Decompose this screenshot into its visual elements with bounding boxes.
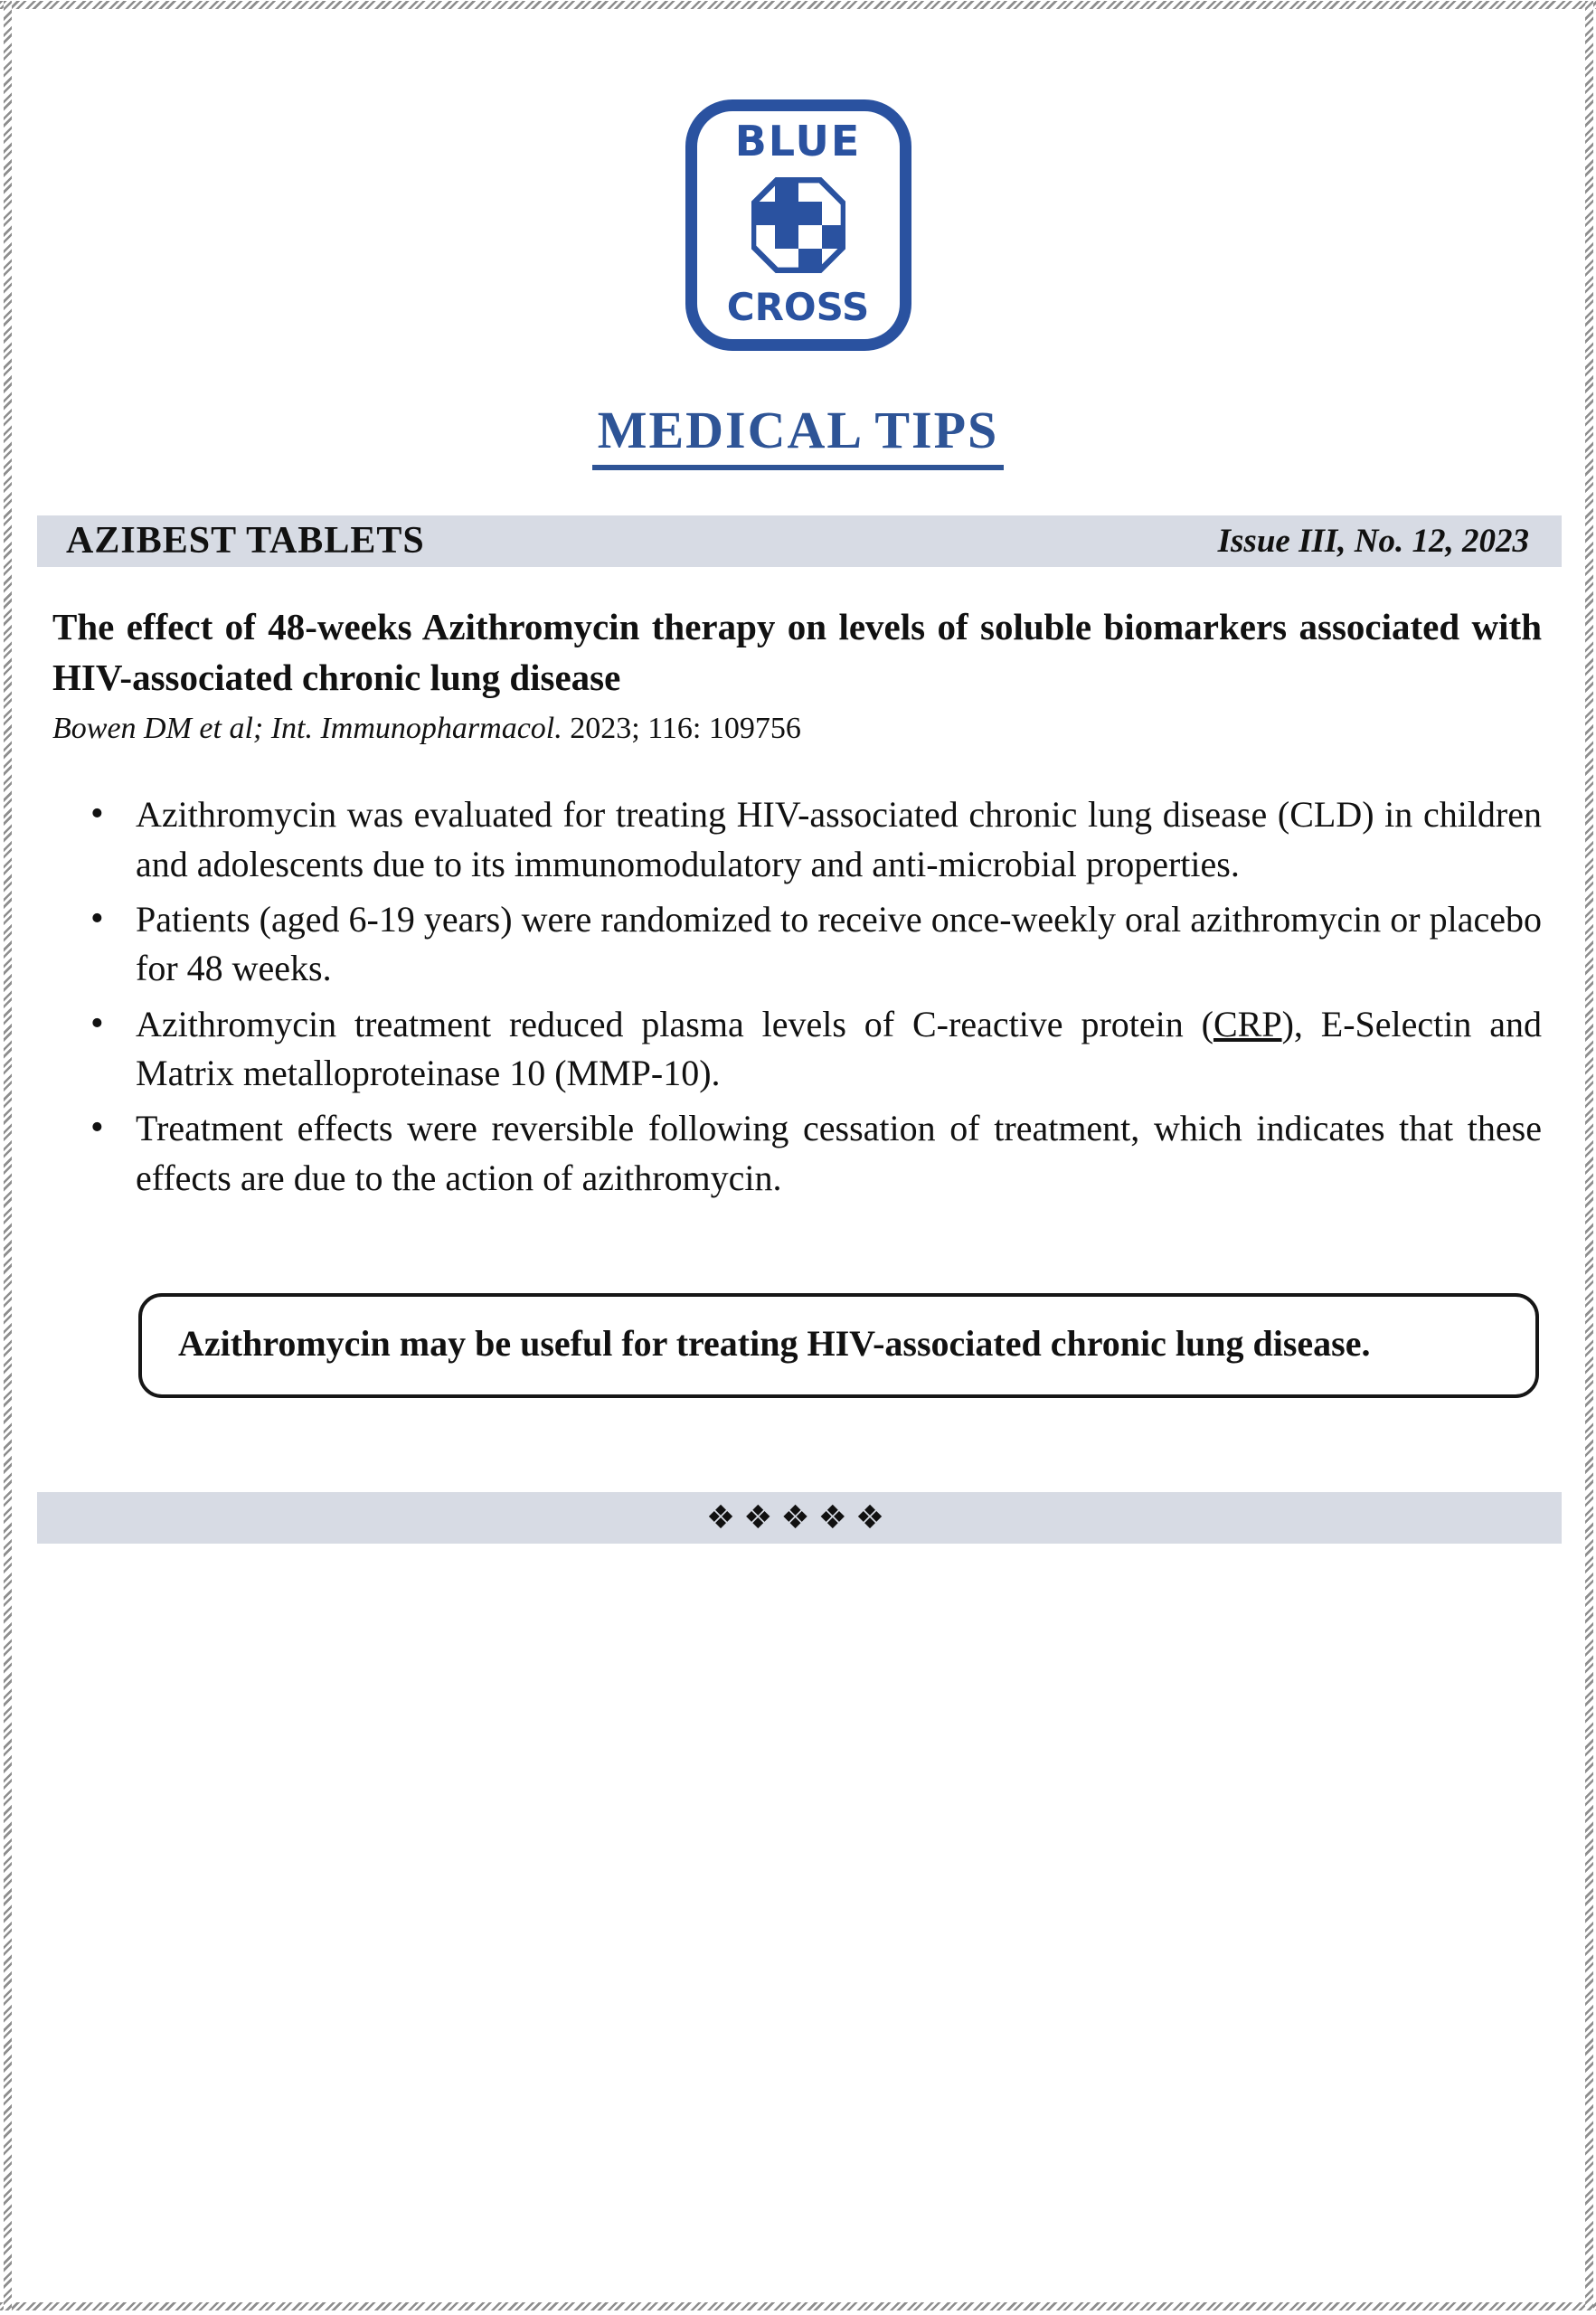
bullet-text-3 xyxy=(136,1004,1542,1093)
logo-wordmark-blue: BLUE xyxy=(734,117,862,165)
bullet-item-1 xyxy=(52,790,1542,889)
bullet-item-3 xyxy=(52,1000,1542,1099)
article-title: The effect of 48-weeks Azithromycin therapy on levels of soluble biomarkers associated with HIV-associated chronic lung disease xyxy=(52,605,1542,699)
page-border-bottom xyxy=(0,2302,1596,2310)
bullet-marker: • xyxy=(90,793,104,836)
citation xyxy=(52,709,1542,749)
octagon-checker-icon xyxy=(751,177,845,273)
bullet-marker: • xyxy=(90,1107,104,1149)
page-border-left xyxy=(4,1,12,2310)
product-name: AZIBEST TABLETS xyxy=(66,520,425,562)
takeaway-box xyxy=(138,1293,1539,1398)
diamond-separator-glyphs: ❖❖❖❖❖ xyxy=(705,1499,893,1537)
issue-info: Issue III, No. 12, 2023 xyxy=(1217,522,1529,560)
citation-authors-journal: Bowen DM et al; Int. Immunopharmacol. xyxy=(52,711,562,745)
logo-wordmark-cross: CROSS xyxy=(726,285,870,329)
bullet-text-4: Treatment effects were reversible following cessation of treatment, which indicates that these effects are due to the action of azithromycin. xyxy=(136,1108,1542,1198)
bullet-text-3-pre: Azithromycin treatment reduced plasma levels of C-reactive protein ( xyxy=(136,1003,1214,1044)
issue-bar xyxy=(37,515,1562,567)
page-border-right xyxy=(1585,1,1593,2310)
page-border-top xyxy=(0,1,1596,9)
bullet-item-4 xyxy=(52,1104,1542,1203)
bullet-text-3-post: ), E-Selectin and Matrix metalloproteinase 10 (MMP-10). xyxy=(136,1003,1543,1094)
citation-year-pages: 2023; 116: 109756 xyxy=(562,711,801,745)
article xyxy=(52,601,1542,1398)
bullet-item-2 xyxy=(52,895,1542,994)
bullet-text-2: Patients (aged 6-19 years) were randomized to receive once-weekly oral azithromycin or placebo for 48 weeks. xyxy=(136,898,1542,989)
masthead xyxy=(0,402,1596,470)
takeaway-text: Azithromycin may be useful for treating HIV-associated chronic lung disease. xyxy=(178,1323,1371,1365)
bullet-marker: • xyxy=(90,897,104,940)
masthead-title: MEDICAL TIPS xyxy=(592,402,1005,470)
blue-cross-logo xyxy=(0,0,1596,351)
bullet-marker: • xyxy=(90,1002,104,1044)
bullet-list xyxy=(52,790,1542,1203)
bullet-text-1: Azithromycin was evaluated for treating HIV-associated chronic lung disease (CLD) in children and adolescents due to its immunomodulatory and anti-microbial properties. xyxy=(136,794,1542,884)
bullet-text-3-underlined: CRP xyxy=(1213,1003,1282,1044)
logo-frame xyxy=(685,99,911,351)
separator-bar xyxy=(37,1492,1562,1544)
